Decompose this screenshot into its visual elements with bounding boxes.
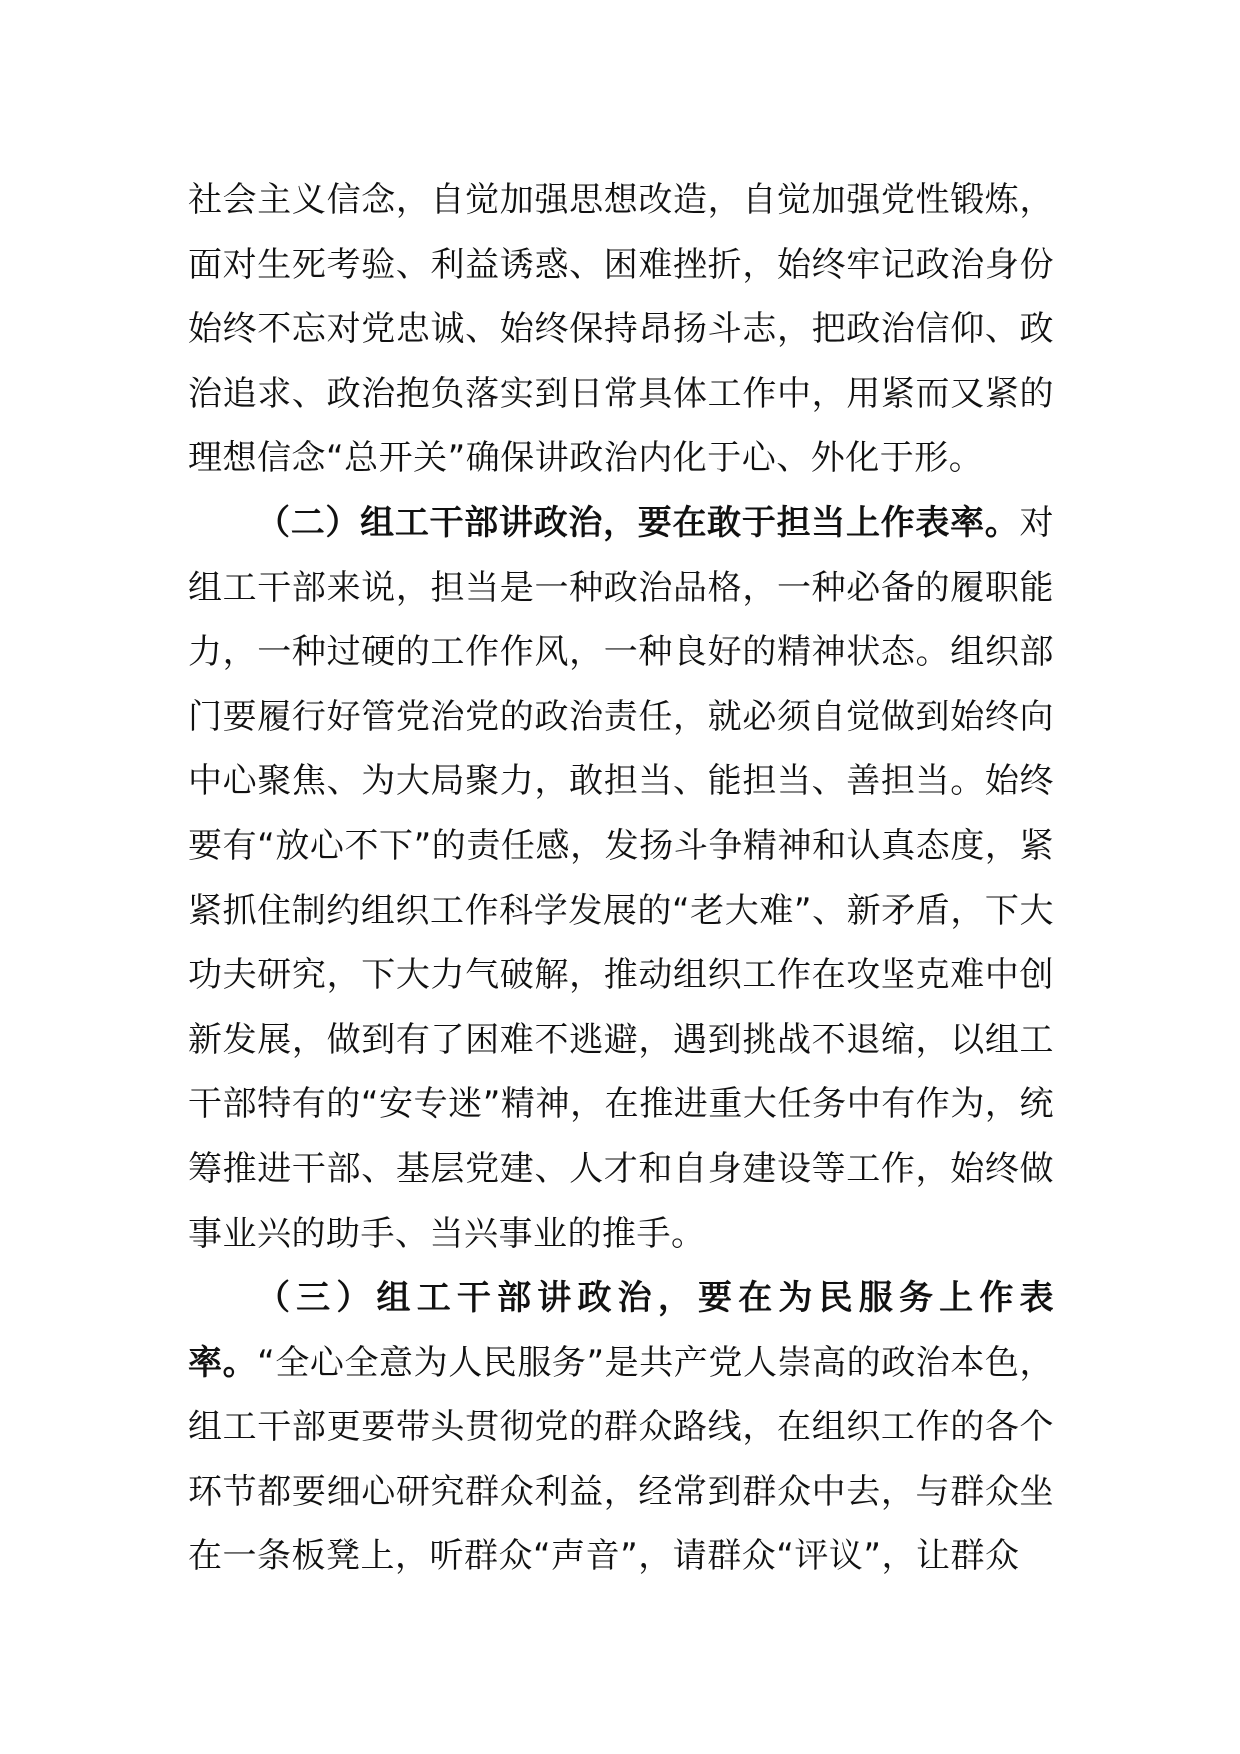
paragraph-body: “全心全意为人民服务”是共产党人崇高的政治本色，组工干部更要带头贯彻党的群众路线，在组织工作的各个环节都要细心研究群众利益，经常到群众中去，与群众坐在一条板凳上，听群众“声音”，请群众“评议”，让群众 — [188, 1342, 1055, 1577]
paragraph-body: 对组工干部来说，担当是一种政治品格，一种必备的履职能力，一种过硬的工作作风，一种良好的精神状态。组织部门要履行好管党治党的政治责任，就必须自觉做到始终向中心聚焦、为大局聚力，敢担当、能担当、善担当。始终要有“放心不下”的责任感，发扬斗争精神和认真态度，紧紧抓住制约组织工作科学发展的“老大难”、新矛盾，下大功夫研究，下大力气破解，推动组织工作在攻坚克难中创新发展，做到有了困难不逃避，遇到挑战不退缩，以组工干部特有的“安专迷”精神，在推进重大任务中有作为，统筹推进干部、基层党建、人才和自身建设等工作，始终做事业兴的助手、当兴事业的推手。 — [188, 502, 1054, 1254]
paragraph-section-two — [188, 491, 1054, 1266]
paragraph-body: 社会主义信念，自觉加强思想改造，自觉加强党性锻炼，面对生死考验、利益诱惑、困难挫折，始终牢记政治身份始终不忘对党忠诚、始终保持昂扬斗志，把政治信仰、政治追求、政治抱负落实到日常具体工作中，用紧而又紧的理想信念“总开关”确保讲政治内化于心、外化于形。 — [188, 180, 1054, 479]
document-body — [188, 168, 1054, 1589]
paragraph-continuation — [188, 168, 1054, 491]
section-heading-three: （三）组工干部讲政治，要在为民服务上作表率。 — [188, 1278, 1054, 1383]
paragraph-section-three — [188, 1266, 1054, 1589]
section-heading-two: （二）组工干部讲政治，要在敢于担当上作表率。 — [256, 502, 1020, 543]
